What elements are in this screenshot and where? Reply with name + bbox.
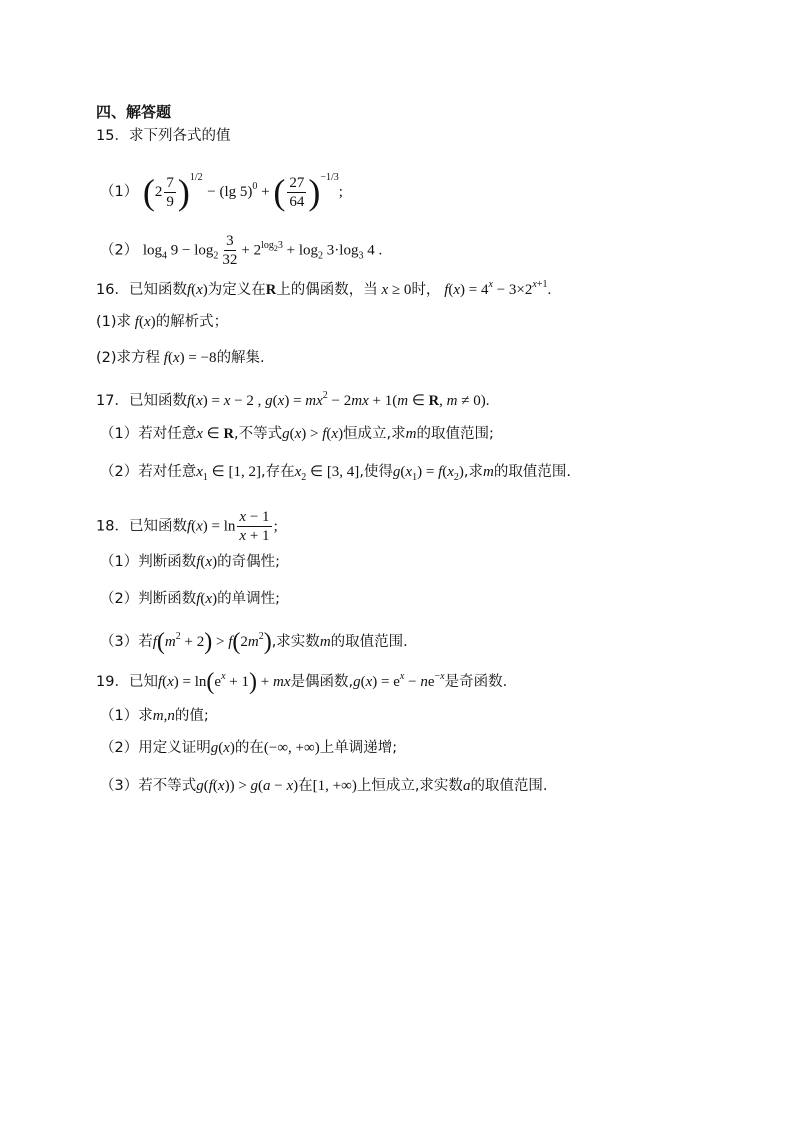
q17-p1-text-b: 恒成立,求 (343, 426, 406, 442)
q17-p2-text-b: ,使得 (359, 464, 393, 480)
q19-p3-text-b: 上恒成立,求实数 (356, 778, 463, 794)
q19-p2-text-a: 的在 (234, 740, 264, 756)
q16-stem-a: 16．已知函数 (96, 282, 187, 298)
q19-p2-label: （2）用定义证明 (100, 740, 211, 756)
q18-p2-label: （2）判断函数 (100, 591, 197, 607)
q16-stem-b: 为定义在 (207, 282, 266, 298)
q19-part2: （2）用定义证明g(x)的在(−∞, +∞)上单调递增; (100, 740, 398, 756)
q15-p1-label: （1） (100, 184, 139, 200)
q17-p1-label: （1）若对任意 (100, 426, 197, 442)
q17-p2-text-c: ,求 (463, 464, 484, 480)
q18-part3: （3）若$f(m^2 + 2) > f(2m^2)$,求实数m的取值范围. (100, 629, 408, 655)
q18-p3-text-b: 的取值范围. (330, 634, 408, 650)
q19-stem-c: 是奇函数. (444, 674, 508, 690)
q17-part1: （1）若对任意x ∈ R,不等式g(x) > f(x)恒成立,求m的取值范围; (100, 426, 494, 442)
q17-p2-text-d: 的取值范围. (493, 464, 571, 480)
q19-p2-text-b: 上单调递增; (319, 740, 398, 756)
q18-p1-text: 的奇偶性; (217, 554, 280, 570)
q17-stem-text: 17．已知函数 (96, 393, 187, 409)
q16-p1-label: (1)求 (96, 314, 132, 330)
section-title: 四、解答题 (96, 103, 172, 121)
q16-stem-d: 时， (411, 282, 441, 298)
q18-part2: （2）判断函数f(x)的单调性; (100, 591, 280, 607)
q18-p1-label: （1）判断函数 (100, 554, 197, 570)
q19-p3-text-a: 在 (298, 778, 313, 794)
q15-stem: 15．求下列各式的值 (96, 128, 231, 144)
q19-p3-label: （3）若不等式 (100, 778, 197, 794)
q18-p3-label: （3）若 (100, 634, 153, 650)
q19-part1: （1）求m,n的值; (100, 708, 209, 724)
q15-part1: （1） (2 $\frac{7}{9}$ )$^{1/2}$ − (lg 5)$^0$ + ( $\frac{27}{64}$ )$^{-1/3}$; (100, 172, 343, 212)
q18-stem: 18．已知函数f(x) = ln $\frac{x - 1}{x + 1}$ ; (96, 509, 278, 544)
q15-part2: （2） $\log_4 9 - \log_2$ $\frac{3}{32}$ + $2^{log_23} + \log_2 3\cdot\log_3$ 4 . (100, 233, 383, 268)
q18-p3-text-a: ,求实数 (271, 634, 320, 650)
q17-p2-label: （2）若对任意 (100, 464, 197, 480)
q16-part2: (2)求方程 f(x) = −8的解集. (96, 350, 265, 366)
q16-stem-R: R (265, 282, 277, 298)
q16-part1: (1)求 f(x)的解析式； (96, 314, 229, 330)
q19-p3-text-c: 的取值范围. (470, 778, 548, 794)
q17-p1-text-c: 的取值范围; (416, 426, 494, 442)
q16-p2-label: (2)求方程 (96, 350, 161, 366)
q16-stem: 16．已知函数f(x)为定义在R上的偶函数，当 x ≥ 0时， $f(x) = 4^x - 3\times 2^{x+1}$. (96, 279, 552, 298)
q19-stem: 19．已知$f(x) = \ln(e^x + 1)$ + mx是偶函数$,g(x) = e^x - ne^{-x}$是奇函数. (96, 669, 508, 695)
q17-p2-text-a: ,存在 (260, 464, 295, 480)
q16-p1-text: 的解析式； (155, 314, 229, 330)
q18-stem-text: 18．已知函数 (96, 518, 187, 535)
q15-p2-label: （2） (100, 242, 139, 259)
q19-part3: （3）若不等式g(f(x)) > g(a − x)在[1, +∞)上恒成立,求实数a的取值范围. (100, 778, 548, 794)
q19-p1-label: （1）求 (100, 708, 153, 724)
q18-part1: （1）判断函数f(x)的奇偶性; (100, 554, 280, 570)
q19-stem-a: 19．已知 (96, 674, 158, 690)
q16-p2-text: 的解集. (216, 350, 265, 366)
q17-p1-text-a: ,不等式 (233, 426, 283, 442)
q17-stem: 17．已知函数f(x) = x − 2 , $g(x) = mx^2 - 2mx + 1(m$ ∈ R, m ≠ 0). (96, 390, 490, 409)
q18-p2-text: 的单调性; (217, 591, 280, 607)
q19-p1-text: 的值; (174, 708, 209, 724)
q19-stem-b: 是偶函数, (290, 674, 354, 690)
q17-part2: （2）若对任意$x_1$ ∈ [1, 2],存在$x_2$ ∈ [3, 4],使得$g(x_1) = f(x_2)$,求m的取值范围. (100, 464, 571, 483)
q16-stem-c: 上的偶函数，当 (276, 282, 378, 298)
